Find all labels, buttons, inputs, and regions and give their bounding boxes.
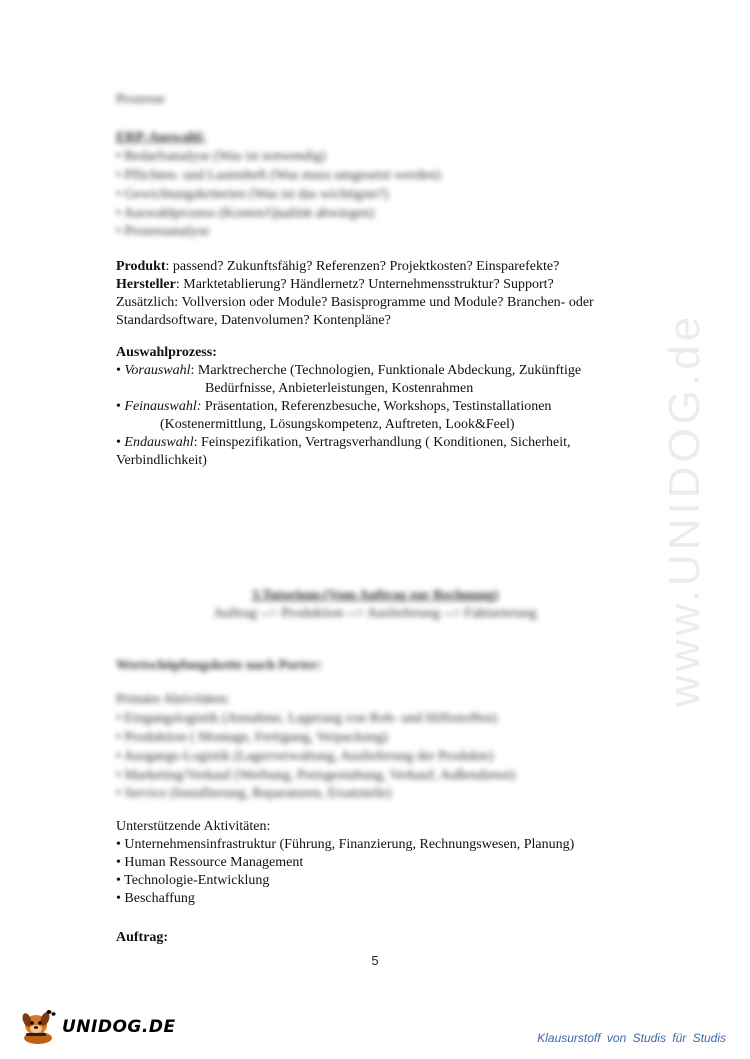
vorauswahl-text: : Marktrecherche (Technologien, Funktionale Abdeckung, Zukünftige xyxy=(190,363,582,378)
porter-heading: Wertschöpfungskette nach Porter: xyxy=(116,658,323,673)
footer-tagline: Klausurstoff von Studis für Studis xyxy=(537,1031,726,1045)
erp-item: • Gewichtungskriterien (Was ist das wichtigste?) xyxy=(116,187,389,202)
erp-item: • Pflichten- und Lastenheft (Was muss umgesetzt werden) xyxy=(116,168,441,183)
unterstuetzend-item: • Technologie-Entwicklung xyxy=(116,873,270,888)
produkt-line xyxy=(116,258,636,276)
primaer-item: • Marketing/Verkauf (Werbung, Preisgestaltung, Verkauf, Außendienst) xyxy=(116,768,516,783)
watermark-text: www.UNIDOG.de xyxy=(660,312,709,708)
auswahlprozess-heading: Auswahlprozess: xyxy=(116,345,217,360)
hersteller-text: : Marktetablierung? Händlernetz? Unternehmensstruktur? Support? xyxy=(175,277,554,292)
footer-logo xyxy=(18,1008,176,1046)
dog-mascot-icon xyxy=(18,1008,58,1046)
unterstuetzend-heading: Unterstützende Aktivitäten: xyxy=(116,819,271,834)
tutorium-subtitle: Auftrag --> Produktion --> Auslieferung --> Fakturierung xyxy=(213,606,537,621)
unterstuetzend-block xyxy=(116,818,636,908)
prozesse-line: Prozesse xyxy=(116,92,165,107)
primaer-heading: Primäre Aktivitäten: xyxy=(116,692,230,707)
primaer-item: • Produktion ( Montage, Fertigung, Verpackung) xyxy=(116,730,388,745)
vorauswahl-line: • Vorauswahl: Marktrecherche (Technologien, Funktionale Abdeckung, Zukünftige xyxy=(116,363,582,378)
produkt-label: Produkt xyxy=(116,259,166,274)
endauswahl-label: Endauswahl xyxy=(124,435,194,450)
primaer-item: • Eingangslogistik (Annahme, Lagerung von Roh- und Hilfsstoffen) xyxy=(116,711,498,726)
hersteller-label: Hersteller xyxy=(116,277,176,292)
feinauswahl-cont: (Kostenermittlung, Lösungskompetenz, Auftreten, Look&Feel) xyxy=(160,417,515,432)
primaer-item: • Service (Installierung, Reparaturen, Ersatzteile) xyxy=(116,786,392,801)
auswahlprozess-block xyxy=(116,344,636,470)
feinauswahl-line: • Feinauswahl: Präsentation, Referenzbesuche, Workshops, Testinstallationen xyxy=(116,399,552,414)
vorauswahl-label: Vorauswahl xyxy=(124,363,191,378)
primaer-item: • Ausgangs-Logistik (Lagerverwaltung, Auslieferung der Produkte) xyxy=(116,749,494,764)
auftrag-heading: Auftrag: xyxy=(116,930,169,945)
logo-text: UNIDOG.DE xyxy=(62,1017,176,1037)
unterstuetzend-item: • Unternehmensinfrastruktur (Führung, Finanzierung, Rechnungswesen, Planung) xyxy=(116,837,575,852)
unterstuetzend-item: • Human Ressource Management xyxy=(116,855,304,870)
endauswahl-line: • Endauswahl: Feinspezifikation, Vertragsverhandlung ( Konditionen, Sicherheit, xyxy=(116,435,571,450)
erp-item: • Auswahlprozess (Kosten/Qualität abwiegen) xyxy=(116,206,375,221)
zusaetzlich-line: Standardsoftware, Datenvolumen? Kontenpläne? xyxy=(116,313,391,328)
vorauswahl-cont: Bedürfnisse, Anbieterleistungen, Kostenrahmen xyxy=(205,381,474,396)
unterstuetzend-item: • Beschaffung xyxy=(116,891,195,906)
hersteller-line xyxy=(116,276,636,294)
erp-item: • Prozessanalyse xyxy=(116,224,210,239)
produkt-text: : passend? Zukunftsfähig? Referenzen? Projektkosten? Einsparefekte? xyxy=(165,259,560,274)
zusaetzlich-line: Zusätzlich: Vollversion oder Module? Basisprogramme und Module? Branchen- oder xyxy=(116,295,594,310)
erp-heading: ERP-Auswahl: xyxy=(116,130,206,145)
endauswahl-cont: Verbindlichkeit) xyxy=(116,453,207,468)
erp-item: • Bedarfsanalyse (Was ist notwendig) xyxy=(116,149,326,164)
tutorium-title: 3.Tutorium:(Vom Auftrag zur Rechnung) xyxy=(251,588,499,603)
criteria-block xyxy=(116,258,636,330)
feinauswahl-label: Feinauswahl: xyxy=(124,399,202,414)
endauswahl-text: : Feinspezifikation, Vertragsverhandlung ( Konditionen, Sicherheit, xyxy=(193,435,571,450)
page-number: 5 xyxy=(371,953,379,968)
feinauswahl-text: Präsentation, Referenzbesuche, Workshops, Testinstallationen xyxy=(201,399,552,414)
